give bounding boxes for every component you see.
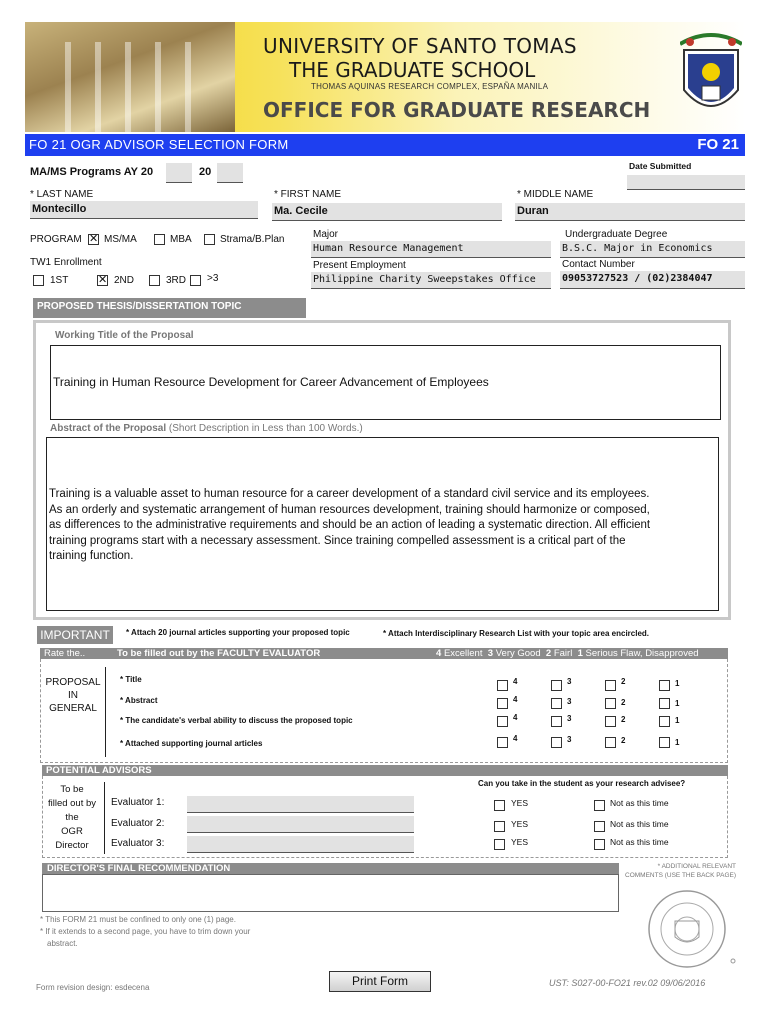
enrollment-gt3-label: >3 — [207, 273, 219, 284]
evaluator-2-label: Evaluator 2: — [111, 818, 165, 829]
rate-abstract-1-checkbox[interactable] — [659, 698, 670, 709]
program-strama-checkbox[interactable] — [204, 234, 215, 245]
program-strama-label: Strama/B.Plan — [220, 234, 285, 245]
important-note-research-list: * Attach Interdisciplinary Research List with your topic area encircled. — [383, 629, 650, 638]
last-name-field[interactable]: Montecillo — [30, 201, 258, 219]
important-label: IMPORTANT — [37, 626, 113, 644]
evaluator-3-no-label: Not as this time — [610, 837, 669, 847]
school-seal-icon — [680, 30, 742, 124]
additional-comments-note: * ADDITIONAL RELEVANT COMMENTS (USE THE BACK PAGE) — [625, 863, 736, 879]
form-code-footer: UST: S027-00-FO21 rev.02 09/06/2016 — [549, 978, 706, 988]
rate-item-journals: * Attached supporting journal articles — [120, 739, 263, 748]
evaluator-3-label: Evaluator 3: — [111, 838, 165, 849]
director-recommendation-field[interactable] — [42, 874, 619, 912]
abstract-line: training function. — [49, 550, 134, 562]
rate-item-abstract: * Abstract — [120, 696, 158, 705]
rate-title-2-checkbox[interactable] — [605, 680, 616, 691]
form-title: FO 21 OGR ADVISOR SELECTION FORM — [29, 137, 289, 152]
form-revision-credit: Form revision design: esdecena — [36, 983, 150, 992]
working-title-field[interactable] — [50, 345, 721, 420]
rate-title-1-checkbox[interactable] — [659, 680, 670, 691]
undergrad-label: Undergraduate Degree — [565, 229, 668, 240]
advisors-divider — [104, 782, 105, 854]
school-name: THE GRADUATE SCHOOL — [289, 58, 536, 82]
rating-header-bar — [40, 648, 728, 659]
topic-section-header: PROPOSED THESIS/DISSERTATION TOPIC — [33, 298, 306, 318]
last-name-label: * LAST NAME — [30, 189, 94, 200]
faculty-evaluator-label: To be filled out by the FACULTY EVALUATOR — [117, 648, 321, 659]
working-title-label: Working Title of the Proposal — [55, 330, 194, 341]
enrollment-3rd-label: 3RD — [166, 275, 187, 286]
ay-start-field[interactable] — [166, 163, 192, 183]
footer-note-one-page: * This FORM 21 must be confined to only one (1) page. — [40, 915, 236, 924]
rate-journals-2-checkbox[interactable] — [605, 737, 616, 748]
employment-field[interactable]: Philippine Charity Sweepstakes Office — [311, 272, 551, 289]
header-banner — [25, 22, 745, 132]
evaluator-1-field[interactable] — [187, 796, 414, 813]
program-ay-mid: 20 — [199, 166, 212, 178]
program-msma-checkbox[interactable]: ✕ — [89, 233, 99, 245]
enrollment-2nd-checkbox[interactable]: ✕ — [98, 274, 108, 286]
form-title-bar — [25, 134, 745, 156]
middle-name-label: * MIDDLE NAME — [517, 189, 594, 200]
footer-note-abstract: abstract. — [47, 939, 78, 948]
evaluator-1-yes-label: YES — [511, 798, 529, 808]
contact-label: Contact Number — [562, 259, 635, 270]
evaluator-3-field[interactable] — [187, 836, 414, 853]
program-mba-checkbox[interactable] — [154, 234, 165, 245]
enrollment-2nd-label: 2ND — [114, 275, 135, 286]
evaluator-1-no-label: Not as this time — [610, 798, 669, 808]
rate-item-title: * Title — [120, 675, 142, 684]
important-note-journals: * Attach 20 journal articles supporting your proposed topic — [126, 628, 350, 637]
rate-journals-3-checkbox[interactable] — [551, 737, 562, 748]
advisee-question: Can you take in the student as your research advisee? — [478, 779, 686, 788]
advisors-section-header: POTENTIAL ADVISORS — [42, 765, 728, 776]
evaluator-2-yes-label: YES — [511, 819, 529, 829]
ay-end-field[interactable] — [217, 163, 243, 183]
abstract-line: As an orderly and systematic arrangement of human resources development, training should harmonize or composed, — [49, 503, 650, 516]
rate-title-4-checkbox[interactable] — [497, 680, 508, 691]
university-name: UNIVERSITY OF SANTO TOMAS — [263, 34, 577, 58]
enrollment-3rd-checkbox[interactable] — [149, 275, 160, 286]
abstract-line: as differences to the administrative requirements and should be an action of leading a systematic direction. All efficient — [49, 519, 651, 531]
abstract-line: Training is a valuable asset to human resource for a career development of a standard civil service and its employees. — [49, 488, 650, 500]
evaluator-3-no-checkbox[interactable] — [594, 839, 605, 850]
rate-verbal-2-checkbox[interactable] — [605, 716, 616, 727]
rate-abstract-4-checkbox[interactable] — [497, 698, 508, 709]
rate-item-verbal: * The candidate's verbal ability to discuss the proposed topic — [120, 716, 353, 725]
employment-label: Present Employment — [313, 260, 406, 271]
print-form-button[interactable]: Print Form — [329, 971, 431, 992]
rate-verbal-4-checkbox[interactable] — [497, 716, 508, 727]
evaluator-3-yes-checkbox[interactable] — [494, 839, 505, 850]
abstract-line: training programs start with a necessary assessment. Since training compelled assessment is a critical part of the — [49, 534, 626, 547]
major-field[interactable]: Human Resource Management — [311, 241, 551, 258]
form-code: FO 21 — [697, 136, 739, 153]
program-ay-label: MA/MS Programs AY 20 — [30, 166, 154, 178]
evaluator-1-label: Evaluator 1: — [111, 797, 165, 808]
rating-divider — [105, 667, 106, 757]
advisors-side-label: To be filled out by the OGR Director — [47, 784, 97, 851]
abstract-field[interactable] — [46, 437, 719, 611]
major-label: Major — [313, 229, 339, 240]
middle-name-field[interactable]: Duran — [515, 203, 745, 221]
ust-stamp-icon — [643, 885, 739, 969]
proposal-side-label: PROPOSAL IN GENERAL — [45, 677, 101, 714]
first-name-field[interactable]: Ma. Cecile — [272, 203, 502, 221]
footer-note-trim: * If it extends to a second page, you have to trim down your — [40, 927, 251, 936]
rate-journals-1-checkbox[interactable] — [659, 737, 670, 748]
rate-abstract-2-checkbox[interactable] — [605, 698, 616, 709]
enrollment-1st-label: 1ST — [50, 275, 69, 286]
rate-verbal-3-checkbox[interactable] — [551, 716, 562, 727]
abstract-label: Abstract of the Proposal — [50, 423, 167, 434]
rate-label: Rate the.. — [44, 648, 86, 659]
evaluator-1-yes-checkbox[interactable] — [494, 800, 505, 811]
evaluator-2-yes-checkbox[interactable] — [494, 821, 505, 832]
evaluator-1-no-checkbox[interactable] — [594, 800, 605, 811]
rate-verbal-1-checkbox[interactable] — [659, 716, 670, 727]
office-name: OFFICE FOR GRADUATE RESEARCH — [263, 98, 651, 122]
evaluator-3-yes-label: YES — [511, 837, 529, 847]
program-label: PROGRAM — [30, 234, 82, 245]
rate-journals-4-checkbox[interactable] — [497, 737, 508, 748]
enrollment-1st-checkbox[interactable] — [33, 275, 44, 286]
evaluator-2-field[interactable] — [187, 816, 414, 833]
abstract-label-row — [50, 423, 363, 434]
rate-abstract-3-checkbox[interactable] — [551, 698, 562, 709]
director-section-header: DIRECTOR'S FINAL RECOMMENDATION — [42, 863, 619, 874]
date-submitted-field[interactable] — [627, 175, 745, 190]
evaluator-2-no-checkbox[interactable] — [594, 821, 605, 832]
abstract-hint: (Short Description in Less than 100 Words.) — [168, 423, 363, 434]
rating-scale: 4 Excellent 3 Very Good 2 Fairl 1 Serious Flaw, Disapproved — [436, 648, 699, 659]
enrollment-label: TW1 Enrollment — [30, 257, 102, 268]
undergrad-field[interactable]: B.S.C. Major in Economics — [560, 241, 745, 258]
school-address: THOMAS AQUINAS RESEARCH COMPLEX, ESPAÑA MANILA — [311, 82, 549, 91]
date-submitted-label: Date Submitted — [629, 161, 692, 171]
program-msma-label: MS/MA — [104, 234, 137, 245]
rate-title-3-checkbox[interactable] — [551, 680, 562, 691]
building-photo — [25, 22, 235, 132]
program-mba-label: MBA — [170, 234, 192, 245]
first-name-label: * FIRST NAME — [274, 189, 342, 200]
evaluator-2-no-label: Not as this time — [610, 819, 669, 829]
enrollment-gt3-checkbox[interactable] — [190, 275, 201, 286]
working-title-text: Training in Human Resource Development for Career Advancement of Employees — [53, 375, 489, 389]
contact-field[interactable]: 09053727523 / (02)2384047 — [560, 271, 745, 289]
